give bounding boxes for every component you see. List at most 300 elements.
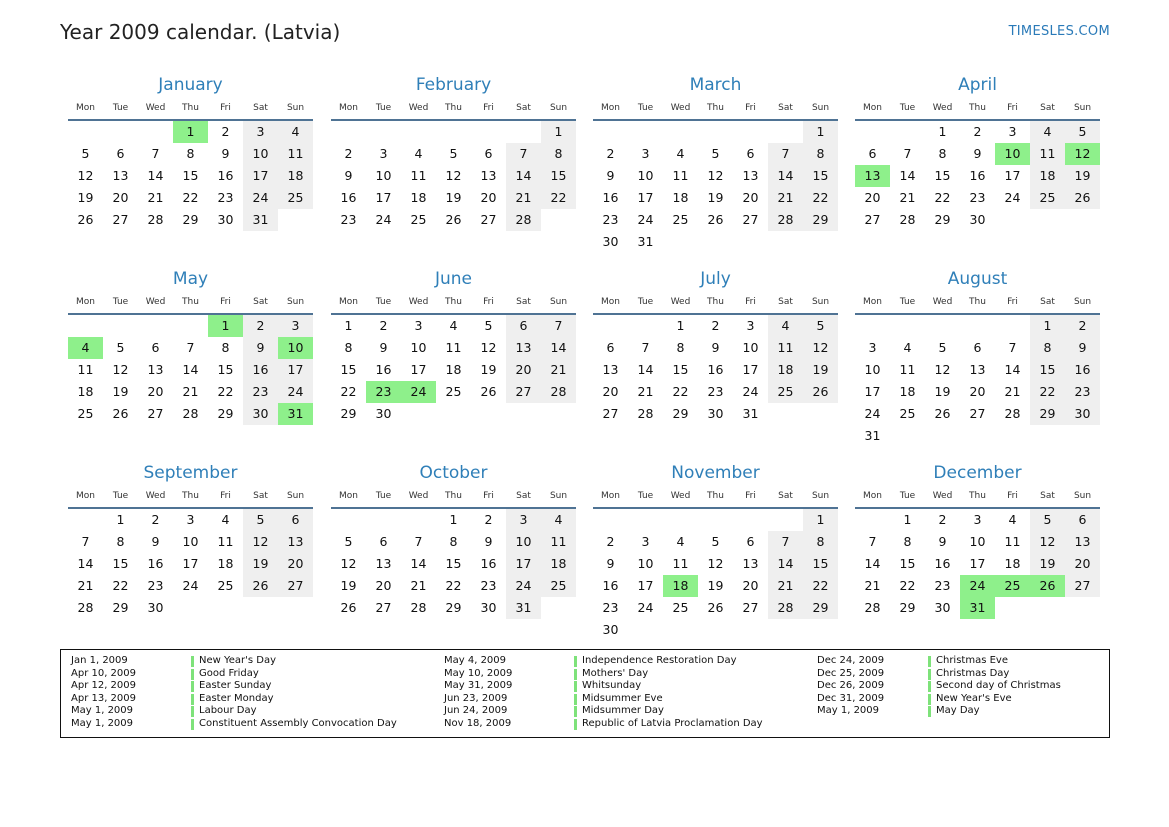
day-cell: 22	[803, 575, 838, 597]
holiday-day-cell: 10	[278, 337, 313, 359]
day-cell: 7	[81, 534, 90, 549]
weekday-label: Thu	[182, 297, 199, 307]
month-september	[68, 463, 313, 653]
holiday-day-cell: 31	[278, 403, 313, 425]
day-cell: 9	[711, 340, 720, 355]
day-cell: 26	[803, 381, 838, 403]
day-cell: 29	[112, 600, 129, 615]
day-cell: 2	[938, 512, 947, 527]
day-cell: 13	[1065, 531, 1100, 553]
day-cell: 12	[707, 168, 724, 183]
month-title: November	[671, 463, 760, 483]
day-cell: 9	[344, 168, 353, 183]
day-cell: 4	[676, 146, 685, 161]
legend-date: May 31, 2009	[444, 680, 513, 692]
weekday-label: Wed	[145, 491, 166, 501]
day-cell: 23	[934, 578, 951, 593]
day-cell: 6	[379, 534, 388, 549]
weekday-label: Thu	[445, 491, 462, 501]
weekday-label: Thu	[445, 103, 462, 113]
day-cell: 3	[278, 315, 313, 337]
day-cell: 11	[1030, 143, 1065, 165]
day-cell: 12	[77, 168, 94, 183]
day-cell: 21	[541, 359, 576, 381]
day-cell: 6	[278, 509, 313, 531]
day-cell: 18	[278, 165, 313, 187]
legend-date: May 1, 2009	[71, 705, 134, 717]
day-cell: 23	[147, 578, 164, 593]
day-cell: 22	[541, 187, 576, 209]
weekday-label: Thu	[969, 103, 986, 113]
weekday-label: Fri	[745, 103, 756, 113]
day-cell: 14	[77, 556, 94, 571]
holiday-day-cell: 24	[960, 575, 995, 597]
day-cell: 8	[449, 534, 458, 549]
day-cell: 12	[445, 168, 462, 183]
day-cell: 2	[606, 146, 615, 161]
day-cell: 9	[606, 168, 615, 183]
day-cell: 29	[934, 212, 951, 227]
day-cell: 5	[711, 534, 720, 549]
weekday-label: Sun	[1073, 491, 1092, 501]
weekday-label: Thu	[182, 103, 199, 113]
day-cell: 19	[707, 190, 724, 205]
day-cell: 9	[938, 534, 947, 549]
day-cell: 1	[449, 512, 458, 527]
weekday-label: Sat	[516, 297, 531, 307]
day-cell: 13	[147, 362, 164, 377]
day-cell: 29	[217, 406, 234, 421]
day-cell: 8	[344, 340, 353, 355]
day-cell: 28	[768, 597, 803, 619]
holiday-day-cell: 4	[68, 337, 103, 359]
day-cell: 3	[506, 509, 541, 531]
weekday-label: Sat	[1040, 103, 1055, 113]
day-cell: 12	[934, 362, 951, 377]
weekday-label: Wed	[408, 103, 429, 113]
day-cell: 17	[864, 384, 881, 399]
day-cell: 5	[449, 146, 458, 161]
weekday-label: Fri	[483, 297, 494, 307]
day-cell: 7	[506, 143, 541, 165]
weekday-label: Sat	[778, 103, 793, 113]
day-cell: 29	[340, 406, 357, 421]
day-cell: 26	[707, 212, 724, 227]
day-cell: 3	[868, 340, 877, 355]
day-cell: 2	[243, 315, 278, 337]
day-cell: 16	[243, 359, 278, 381]
day-cell: 3	[641, 146, 650, 161]
day-cell: 18	[541, 553, 576, 575]
weekday-label: Tue	[112, 297, 129, 307]
day-cell: 12	[243, 531, 278, 553]
day-cell: 23	[707, 384, 724, 399]
day-cell: 5	[711, 146, 720, 161]
day-cell: 25	[445, 384, 462, 399]
day-cell: 27	[969, 406, 986, 421]
day-cell: 4	[1008, 512, 1017, 527]
day-cell: 12	[707, 556, 724, 571]
day-cell: 9	[1065, 337, 1100, 359]
weekday-label: Wed	[670, 491, 691, 501]
day-cell: 10	[506, 531, 541, 553]
day-cell: 7	[414, 534, 423, 549]
day-cell: 15	[445, 556, 462, 571]
day-cell: 16	[602, 190, 619, 205]
day-cell: 14	[864, 556, 881, 571]
day-cell: 7	[186, 340, 195, 355]
day-cell: 8	[116, 534, 125, 549]
day-cell: 25	[541, 575, 576, 597]
legend-marker	[928, 669, 931, 680]
weekday-label: Sat	[253, 297, 268, 307]
day-cell: 28	[1004, 406, 1021, 421]
day-cell: 29	[445, 600, 462, 615]
weekday-label: Fri	[483, 491, 494, 501]
day-cell: 25	[672, 212, 689, 227]
day-cell: 6	[116, 146, 125, 161]
day-cell: 11	[541, 531, 576, 553]
day-cell: 19	[1065, 165, 1100, 187]
legend-holiday-name: Constituent Assembly Convocation Day	[199, 717, 397, 729]
day-cell: 13	[742, 168, 759, 183]
legend-date: Dec 25, 2009	[817, 667, 885, 679]
day-cell: 7	[151, 146, 160, 161]
day-cell: 6	[973, 340, 982, 355]
holiday-day-cell: 31	[960, 597, 995, 619]
day-cell: 3	[746, 318, 755, 333]
day-cell: 20	[864, 190, 881, 205]
legend-date: Dec 26, 2009	[817, 680, 885, 692]
day-cell: 4	[278, 121, 313, 143]
month-november	[593, 463, 838, 653]
day-cell: 21	[410, 578, 427, 593]
day-cell: 30	[243, 403, 278, 425]
day-cell: 8	[541, 143, 576, 165]
holiday-legend	[60, 649, 1110, 738]
day-cell: 31	[506, 597, 541, 619]
legend-date: Dec 24, 2009	[817, 655, 885, 666]
day-cell: 22	[182, 190, 199, 205]
day-cell: 16	[707, 362, 724, 377]
day-cell: 15	[672, 362, 689, 377]
day-cell: 18	[77, 384, 94, 399]
legend-holiday-name: Republic of Latvia Proclamation Day	[582, 717, 763, 729]
month-june	[331, 269, 576, 459]
month-header-rule	[331, 119, 576, 121]
day-cell: 15	[899, 556, 916, 571]
legend-date: Apr 13, 2009	[71, 692, 137, 704]
day-cell: 23	[602, 600, 619, 615]
day-cell: 22	[445, 578, 462, 593]
day-cell: 18	[899, 384, 916, 399]
day-cell: 21	[864, 578, 881, 593]
day-cell: 27	[112, 212, 129, 227]
day-cell: 7	[1008, 340, 1017, 355]
weekday-label: Fri	[220, 103, 231, 113]
weekday-label: Sat	[516, 103, 531, 113]
legend-date: May 1, 2009	[817, 705, 880, 717]
day-cell: 15	[112, 556, 129, 571]
day-cell: 17	[742, 362, 759, 377]
weekday-label: Sun	[549, 491, 568, 501]
day-cell: 3	[973, 512, 982, 527]
day-cell: 16	[969, 168, 986, 183]
day-cell: 8	[903, 534, 912, 549]
holiday-day-cell: 24	[401, 381, 436, 403]
day-cell: 27	[602, 406, 619, 421]
day-cell: 3	[186, 512, 195, 527]
day-cell: 17	[375, 190, 392, 205]
month-header-rule	[593, 119, 838, 121]
day-cell: 7	[768, 531, 803, 553]
legend-holiday-name: Midsummer Day	[582, 705, 664, 717]
weekday-label: Sat	[778, 491, 793, 501]
day-cell: 13	[480, 168, 497, 183]
weekday-label: Sat	[1040, 297, 1055, 307]
day-cell: 24	[243, 187, 278, 209]
day-cell: 5	[1065, 121, 1100, 143]
weekday-label: Wed	[145, 297, 166, 307]
month-title: April	[958, 75, 997, 95]
weekday-label: Sun	[1073, 103, 1092, 113]
legend-holiday-name: New Year's Eve	[936, 692, 1012, 704]
day-cell: 4	[414, 146, 423, 161]
day-cell: 29	[803, 597, 838, 619]
day-cell: 27	[278, 575, 313, 597]
day-cell: 13	[969, 362, 986, 377]
legend-date: May 4, 2009	[444, 655, 507, 666]
day-cell: 25	[768, 381, 803, 403]
day-cell: 13	[602, 362, 619, 377]
day-cell: 27	[1065, 575, 1100, 597]
legend-date: Jan 1, 2009	[71, 655, 128, 666]
day-cell: 15	[541, 165, 576, 187]
weekday-label: Thu	[707, 491, 724, 501]
day-cell: 13	[375, 556, 392, 571]
day-cell: 17	[969, 556, 986, 571]
day-cell: 22	[1030, 381, 1065, 403]
weekday-label: Fri	[745, 491, 756, 501]
day-cell: 14	[182, 362, 199, 377]
day-cell: 24	[637, 600, 654, 615]
day-cell: 3	[1008, 124, 1017, 139]
day-cell: 21	[147, 190, 164, 205]
weekday-label: Tue	[112, 491, 129, 501]
day-cell: 9	[243, 337, 278, 359]
day-cell: 11	[445, 340, 462, 355]
legend-holiday-name: Christmas Eve	[936, 655, 1008, 666]
month-may	[68, 269, 313, 459]
day-cell: 27	[480, 212, 497, 227]
day-cell: 23	[217, 190, 234, 205]
weekday-label: Tue	[637, 103, 654, 113]
day-cell: 24	[864, 406, 881, 421]
weekday-label: Wed	[932, 297, 953, 307]
month-april	[855, 75, 1100, 265]
day-cell: 11	[217, 534, 234, 549]
day-cell: 31	[742, 406, 759, 421]
day-cell: 2	[151, 512, 160, 527]
weekday-label: Sun	[286, 103, 305, 113]
day-cell: 18	[768, 359, 803, 381]
day-cell: 20	[147, 384, 164, 399]
legend-item	[61, 680, 1101, 693]
day-cell: 19	[480, 362, 497, 377]
day-cell: 5	[803, 315, 838, 337]
day-cell: 23	[602, 212, 619, 227]
day-cell: 17	[410, 362, 427, 377]
weekday-label: Sun	[286, 491, 305, 501]
day-cell: 16	[934, 556, 951, 571]
weekday-label: Thu	[182, 491, 199, 501]
day-cell: 30	[602, 622, 619, 637]
legend-marker	[928, 656, 931, 667]
day-cell: 5	[1030, 509, 1065, 531]
day-cell: 28	[77, 600, 94, 615]
day-cell: 6	[606, 340, 615, 355]
day-cell: 25	[672, 600, 689, 615]
day-cell: 4	[541, 509, 576, 531]
day-cell: 19	[243, 553, 278, 575]
day-cell: 30	[1065, 403, 1100, 425]
day-cell: 27	[147, 406, 164, 421]
day-cell: 19	[803, 359, 838, 381]
legend-holiday-name: Mothers' Day	[582, 667, 649, 679]
day-cell: 31	[637, 234, 654, 249]
day-cell: 19	[1030, 553, 1065, 575]
day-cell: 21	[506, 187, 541, 209]
day-cell: 10	[637, 556, 654, 571]
day-cell: 21	[182, 384, 199, 399]
day-cell: 25	[1030, 187, 1065, 209]
holiday-day-cell: 23	[366, 381, 401, 403]
weekday-label: Fri	[220, 491, 231, 501]
day-cell: 11	[672, 556, 689, 571]
legend-column	[61, 655, 1101, 718]
day-cell: 28	[637, 406, 654, 421]
day-cell: 10	[742, 340, 759, 355]
day-cell: 8	[1030, 337, 1065, 359]
weekday-label: Tue	[899, 491, 916, 501]
day-cell: 16	[1065, 359, 1100, 381]
day-cell: 23	[243, 381, 278, 403]
weekday-label: Mon	[863, 297, 882, 307]
day-cell: 27	[506, 381, 541, 403]
weekday-label: Sat	[778, 297, 793, 307]
weekday-label: Sat	[516, 491, 531, 501]
legend-date: Jun 23, 2009	[444, 692, 508, 704]
day-cell: 11	[410, 168, 427, 183]
page-title: Year 2009 calendar. (Latvia)	[60, 20, 341, 44]
day-cell: 26	[445, 212, 462, 227]
legend-date: Dec 31, 2009	[817, 692, 885, 704]
day-cell: 4	[676, 534, 685, 549]
day-cell: 17	[278, 359, 313, 381]
day-cell: 29	[182, 212, 199, 227]
month-title: March	[689, 75, 742, 95]
day-cell: 13	[506, 337, 541, 359]
day-cell: 20	[742, 578, 759, 593]
weekday-label: Sat	[1040, 491, 1055, 501]
day-cell: 18	[1004, 556, 1021, 571]
month-title: May	[172, 269, 209, 289]
month-october	[331, 463, 576, 653]
weekday-label: Sun	[811, 103, 830, 113]
day-cell: 19	[340, 578, 357, 593]
day-cell: 14	[506, 165, 541, 187]
legend-holiday-name: Midsummer Eve	[582, 692, 663, 704]
day-cell: 30	[602, 234, 619, 249]
day-cell: 21	[637, 384, 654, 399]
site-link[interactable]: TIMESLES.COM	[1008, 24, 1110, 39]
weekday-label: Sun	[1073, 297, 1092, 307]
day-cell: 2	[484, 512, 493, 527]
day-cell: 1	[541, 121, 576, 143]
day-cell: 14	[768, 553, 803, 575]
day-cell: 8	[938, 146, 947, 161]
day-cell: 1	[803, 121, 838, 143]
weekday-label: Thu	[969, 491, 986, 501]
day-cell: 22	[672, 384, 689, 399]
legend-holiday-name: Easter Sunday	[199, 680, 272, 692]
day-cell: 20	[1065, 553, 1100, 575]
legend-date: Apr 10, 2009	[71, 667, 137, 679]
day-cell: 20	[278, 553, 313, 575]
legend-holiday-name: Good Friday	[199, 667, 259, 679]
day-cell: 14	[768, 165, 803, 187]
weekday-label: Sun	[811, 297, 830, 307]
day-cell: 16	[602, 578, 619, 593]
day-cell: 8	[221, 340, 230, 355]
day-cell: 30	[375, 406, 392, 421]
day-cell: 1	[1030, 315, 1065, 337]
day-cell: 29	[1030, 403, 1065, 425]
legend-item	[61, 693, 1101, 706]
day-cell: 6	[868, 146, 877, 161]
weekday-label: Mon	[863, 491, 882, 501]
day-cell: 24	[375, 212, 392, 227]
legend-marker	[928, 694, 931, 705]
day-cell: 25	[899, 406, 916, 421]
day-cell: 28	[541, 381, 576, 403]
day-cell: 12	[480, 340, 497, 355]
legend-marker	[928, 681, 931, 692]
day-cell: 29	[803, 209, 838, 231]
legend-item	[61, 655, 1101, 668]
legend-holiday-name: Independence Restoration Day	[582, 655, 737, 666]
day-cell: 23	[1065, 381, 1100, 403]
weekday-label: Mon	[863, 103, 882, 113]
holiday-day-cell: 12	[1065, 143, 1100, 165]
weekday-label: Fri	[483, 103, 494, 113]
holiday-day-cell: 13	[855, 165, 890, 187]
day-cell: 28	[768, 209, 803, 231]
day-cell: 11	[768, 337, 803, 359]
day-cell: 16	[217, 168, 234, 183]
weekday-label: Thu	[445, 297, 462, 307]
day-cell: 14	[1004, 362, 1021, 377]
day-cell: 7	[541, 315, 576, 337]
month-title: August	[947, 269, 1008, 289]
day-cell: 10	[243, 143, 278, 165]
day-cell: 14	[147, 168, 164, 183]
day-cell: 25	[77, 406, 94, 421]
weekday-label: Wed	[408, 297, 429, 307]
day-cell: 15	[217, 362, 234, 377]
day-cell: 22	[112, 578, 129, 593]
day-cell: 18	[672, 190, 689, 205]
